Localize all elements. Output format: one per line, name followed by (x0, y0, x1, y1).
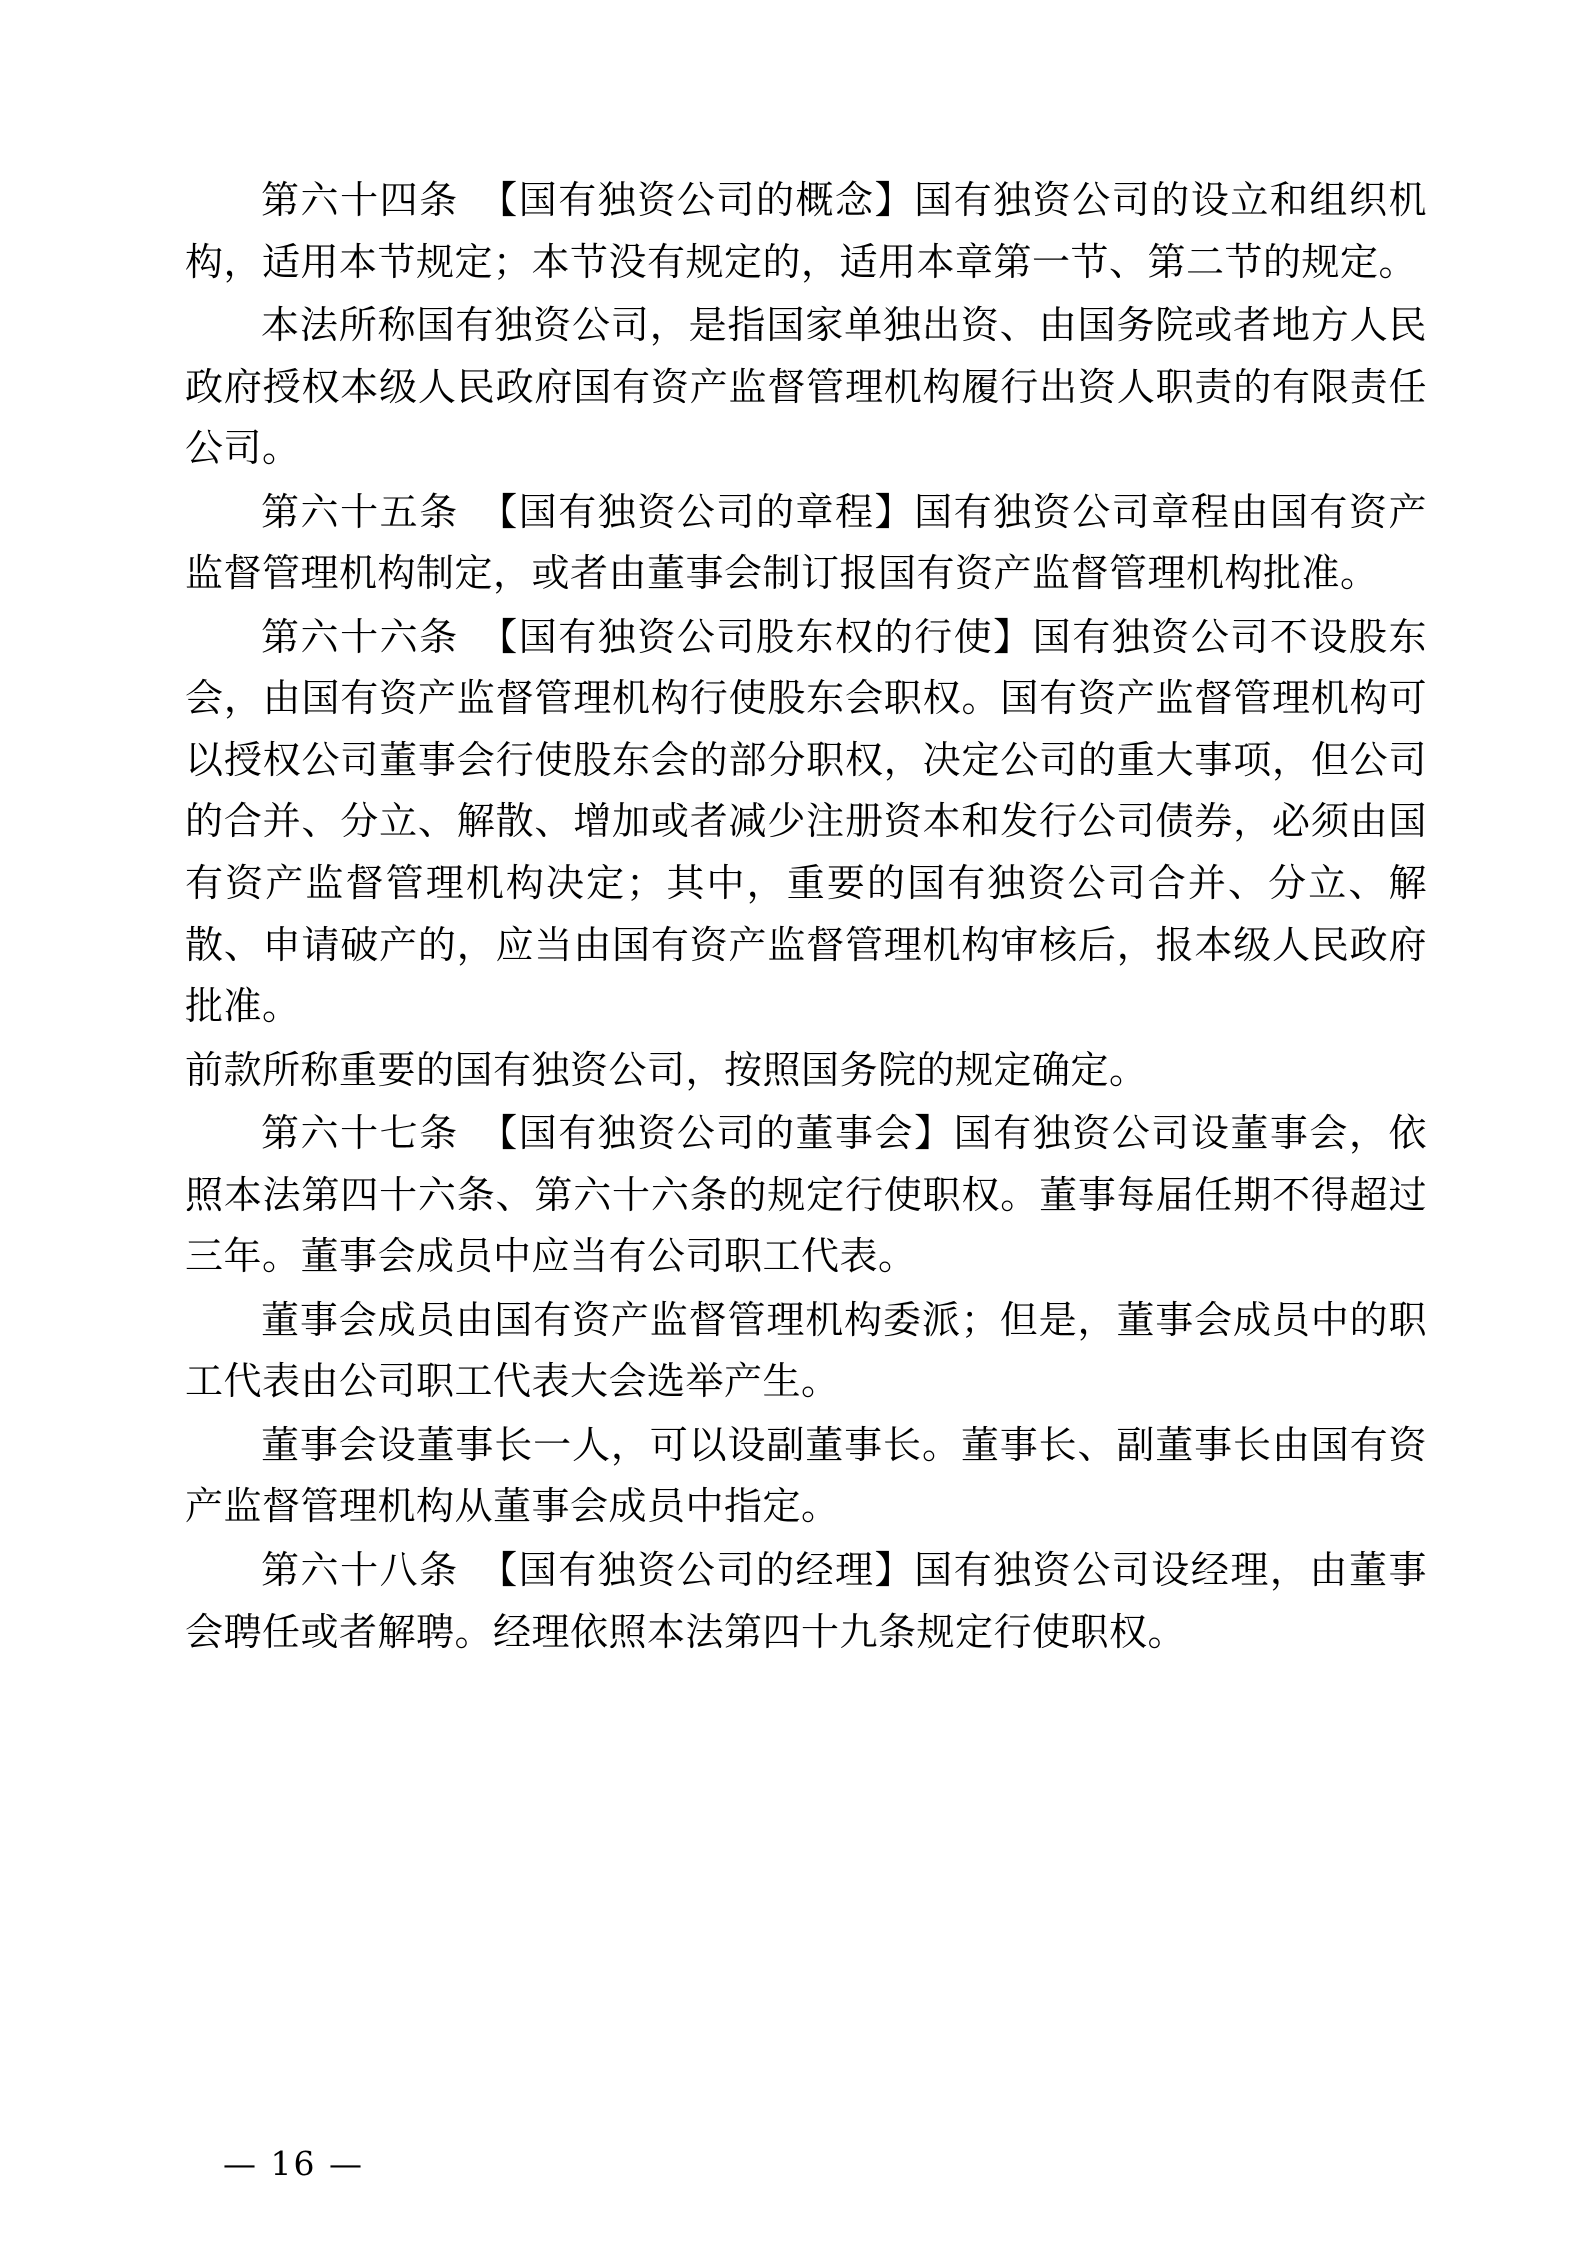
page-number: — 16 — (223, 2144, 364, 2183)
page-footer (0, 2144, 1587, 2183)
paragraph-article-66-1: 第六十六条 【国有独资公司股东权的行使】国有独资公司不设股东会，由国有资产监督管理机构行使股东会职权。国有资产监督管理机构可以授权公司董事会行使股东会的部分职权，决定公司的重大事项，但公司的合并、分立、解散、增加或者减少注册资本和发行公司债券，必须由国有资产监督管理机构决定；其中，重要的国有独资公司合并、分立、解散、申请破产的，应当由国有资产监督管理机构审核后，报本级人民政府批准。 (185, 614, 1427, 1029)
paragraph-article-64-1: 第六十四条 【国有独资公司的概念】国有独资公司的设立和组织机构，适用本节规定；本节没有规定的，适用本章第一节、第二节的规定。 (185, 178, 1427, 284)
paragraph-article-68-1: 第六十八条 【国有独资公司的经理】国有独资公司设经理，由董事会聘任或者解聘。经理依照本法第四十九条规定行使职权。 (185, 1548, 1427, 1654)
paragraph-article-67-2: 董事会成员由国有资产监督管理机构委派；但是，董事会成员中的职工代表由公司职工代表大会选举产生。 (185, 1297, 1427, 1404)
document-body (185, 170, 1427, 1663)
paragraph-article-65-1: 第六十五条 【国有独资公司的章程】国有独资公司章程由国有资产监督管理机构制定，或者由董事会制订报国有资产监督管理机构批准。 (185, 489, 1427, 596)
paragraph-article-67-3: 董事会设董事长一人，可以设副董事长。董事长、副董事长由国有资产监督管理机构从董事会成员中指定。 (185, 1422, 1427, 1529)
paragraph-article-67-1: 第六十七条 【国有独资公司的董事会】国有独资公司设董事会，依照本法第四十六条、第六十六条的规定行使职权。董事每届任期不得超过三年。董事会成员中应当有公司职工代表。 (185, 1111, 1427, 1279)
paragraph-article-66-2: 前款所称重要的国有独资公司，按照国务院的规定确定。 (185, 1047, 1148, 1092)
paragraph-article-64-2: 本法所称国有独资公司，是指国家单独出资、由国务院或者地方人民政府授权本级人民政府国有资产监督管理机构履行出资人职责的有限责任公司。 (185, 303, 1427, 471)
